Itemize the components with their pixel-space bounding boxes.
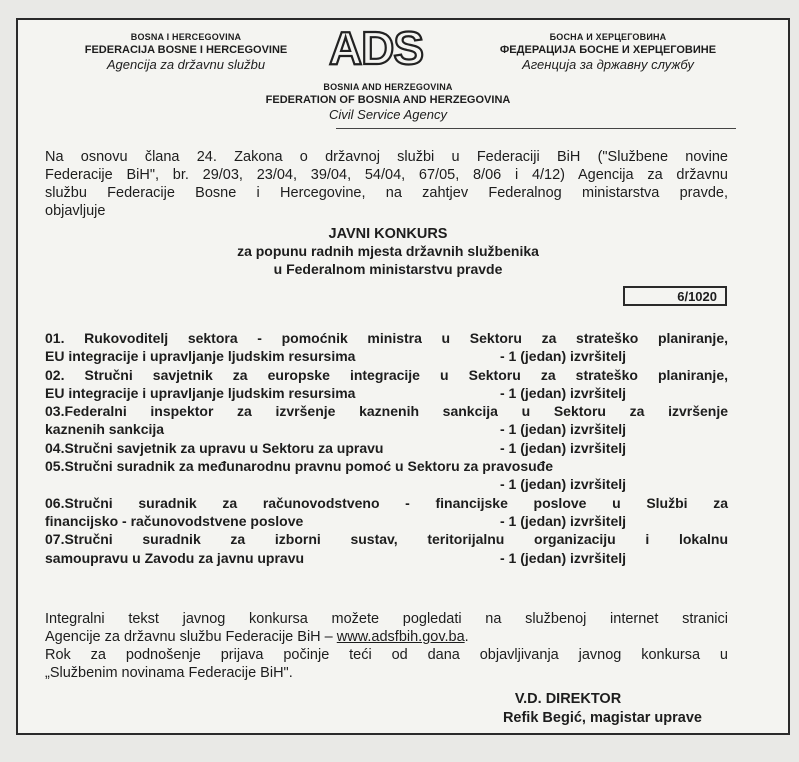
intro-paragraph	[45, 148, 728, 220]
signature-title: V.D. DIREKTOR	[514, 691, 622, 707]
position-count: - 1 (jedan) izvršitelj	[500, 512, 627, 529]
ads-logo	[316, 24, 436, 74]
position-text: kaznenih sankcija	[45, 421, 165, 438]
signature-name: Refik Begić, magistar uprave	[502, 710, 702, 726]
footer-line: „Službenim novinama Federacije BiH".	[45, 665, 293, 681]
logo-text: ADS	[328, 24, 424, 74]
header-country-english: BOSNIA AND HERZEGOVINA	[323, 82, 453, 92]
position-text: 07.Stručni suradnik za izborni sustav, teritorijalnu organizaciju i lokalnu	[45, 531, 728, 548]
header-country-latin: BOSNA I HERCEGOVINA	[130, 32, 242, 42]
position-line	[45, 384, 728, 402]
position-text: EU integracije i upravljanje ljudskim resursima	[45, 348, 356, 365]
intro-line: službu Federacije Bosne i Hercegovine, na zahtjev Federalnog ministarstva pravde,	[45, 185, 728, 201]
header-latin-block	[56, 32, 316, 72]
position-count: - 1 (jedan) izvršitelj	[500, 439, 627, 456]
signature-block	[418, 690, 718, 728]
header-agency-english: Civil Service Agency	[328, 107, 447, 122]
header-federation-cyrillic: ФЕДЕРАЦИЈА БОСНЕ И ХЕРЦЕГОВИНЕ	[499, 44, 717, 56]
announcement-page	[16, 18, 790, 735]
position-count: - 1 (jedan) izvršitelj	[500, 549, 627, 566]
title-heading: JAVNI KONKURS	[328, 226, 448, 242]
title-subline: u Federalnom ministarstvu pravde	[273, 261, 503, 277]
intro-line: Federacije BiH", br. 29/03, 23/04, 39/04, 54/04, 67/05, 8/06 i 4/12) Agencija za državnu	[45, 167, 728, 183]
position-count: - 1 (jedan) izvršitelj	[500, 421, 627, 438]
intro-line: Na osnovu člana 24. Zakona o državnoj službi u Federaciji BiH ("Službene novine	[45, 149, 728, 165]
header-agency-cyrillic: Агенција за државну службу	[522, 57, 694, 72]
position-text: samoupravu u Zavodu za javnu upravu	[45, 549, 305, 566]
position-line	[45, 530, 728, 548]
position-line	[45, 512, 728, 530]
header-cyrillic-block	[458, 32, 758, 72]
header-federation-latin: FEDERACIJA BOSNE I HERCEGOVINE	[84, 44, 288, 56]
position-text: 04.Stručni savjetnik za upravu u Sektoru za upravu	[45, 439, 384, 456]
footer-text: Agencije za državnu službu Federacije BiH –	[45, 629, 337, 645]
position-line	[45, 347, 728, 365]
intro-line: objavljuje	[45, 203, 106, 219]
footer-paragraph	[45, 610, 728, 682]
position-line	[45, 420, 728, 438]
announcement-title	[198, 226, 578, 278]
header-divider	[336, 128, 736, 129]
position-text: EU integracije i upravljanje ljudskim resursima	[45, 384, 356, 401]
footer-text: .	[464, 629, 469, 645]
reference-code: 6/1020	[623, 286, 727, 306]
positions-list	[45, 329, 728, 567]
header-english-block	[198, 82, 578, 122]
position-line	[45, 549, 728, 567]
footer-line: Rok za podnošenje prijava počinje teći od dana objavljivanja javnog konkursa u	[45, 647, 728, 663]
footer-line	[45, 628, 728, 646]
position-text: 01. Rukovoditelj sektora - pomoćnik ministra u Sektoru za strateško planiranje,	[45, 330, 728, 346]
footer-line: Integralni tekst javnog konkursa možete pogledati na službenoj internet stranici	[45, 611, 728, 627]
position-text: 03.Federalni inspektor za izvršenje kaznenih sankcija u Sektoru za izvršenje	[45, 403, 728, 420]
position-line	[45, 329, 728, 347]
title-subline: za popunu radnih mjesta državnih službenika	[237, 243, 539, 259]
position-text: 05.Stručni suradnik za međunarodnu pravnu pomoć u Sektoru za pravosuđe	[45, 458, 553, 475]
position-line	[45, 494, 728, 512]
header-agency-latin: Agencija za državnu službu	[106, 57, 266, 72]
header-federation-english: FEDERATION OF BOSNIA AND HERZEGOVINA	[265, 94, 511, 106]
header-country-cyrillic: БОСНА И ХЕРЦЕГОВИНА	[549, 32, 667, 42]
position-text: 06.Stručni suradnik za računovodstveno - financijske poslove u Službi za	[45, 494, 728, 511]
position-line	[45, 366, 728, 384]
position-line	[45, 475, 728, 493]
position-count: - 1 (jedan) izvršitelj	[500, 384, 627, 401]
position-count: - 1 (jedan) izvršitelj	[500, 348, 627, 365]
website-link[interactable]: www.adsfbih.gov.ba	[336, 629, 465, 645]
position-text: financijsko - računovodstvene poslove	[45, 512, 304, 529]
position-text: 02. Stručni savjetnik za europske integracije u Sektoru za strateško planiranje,	[45, 366, 728, 383]
position-line	[45, 457, 728, 475]
position-line	[45, 402, 728, 420]
position-count: - 1 (jedan) izvršitelj	[500, 476, 627, 493]
position-line	[45, 439, 728, 457]
